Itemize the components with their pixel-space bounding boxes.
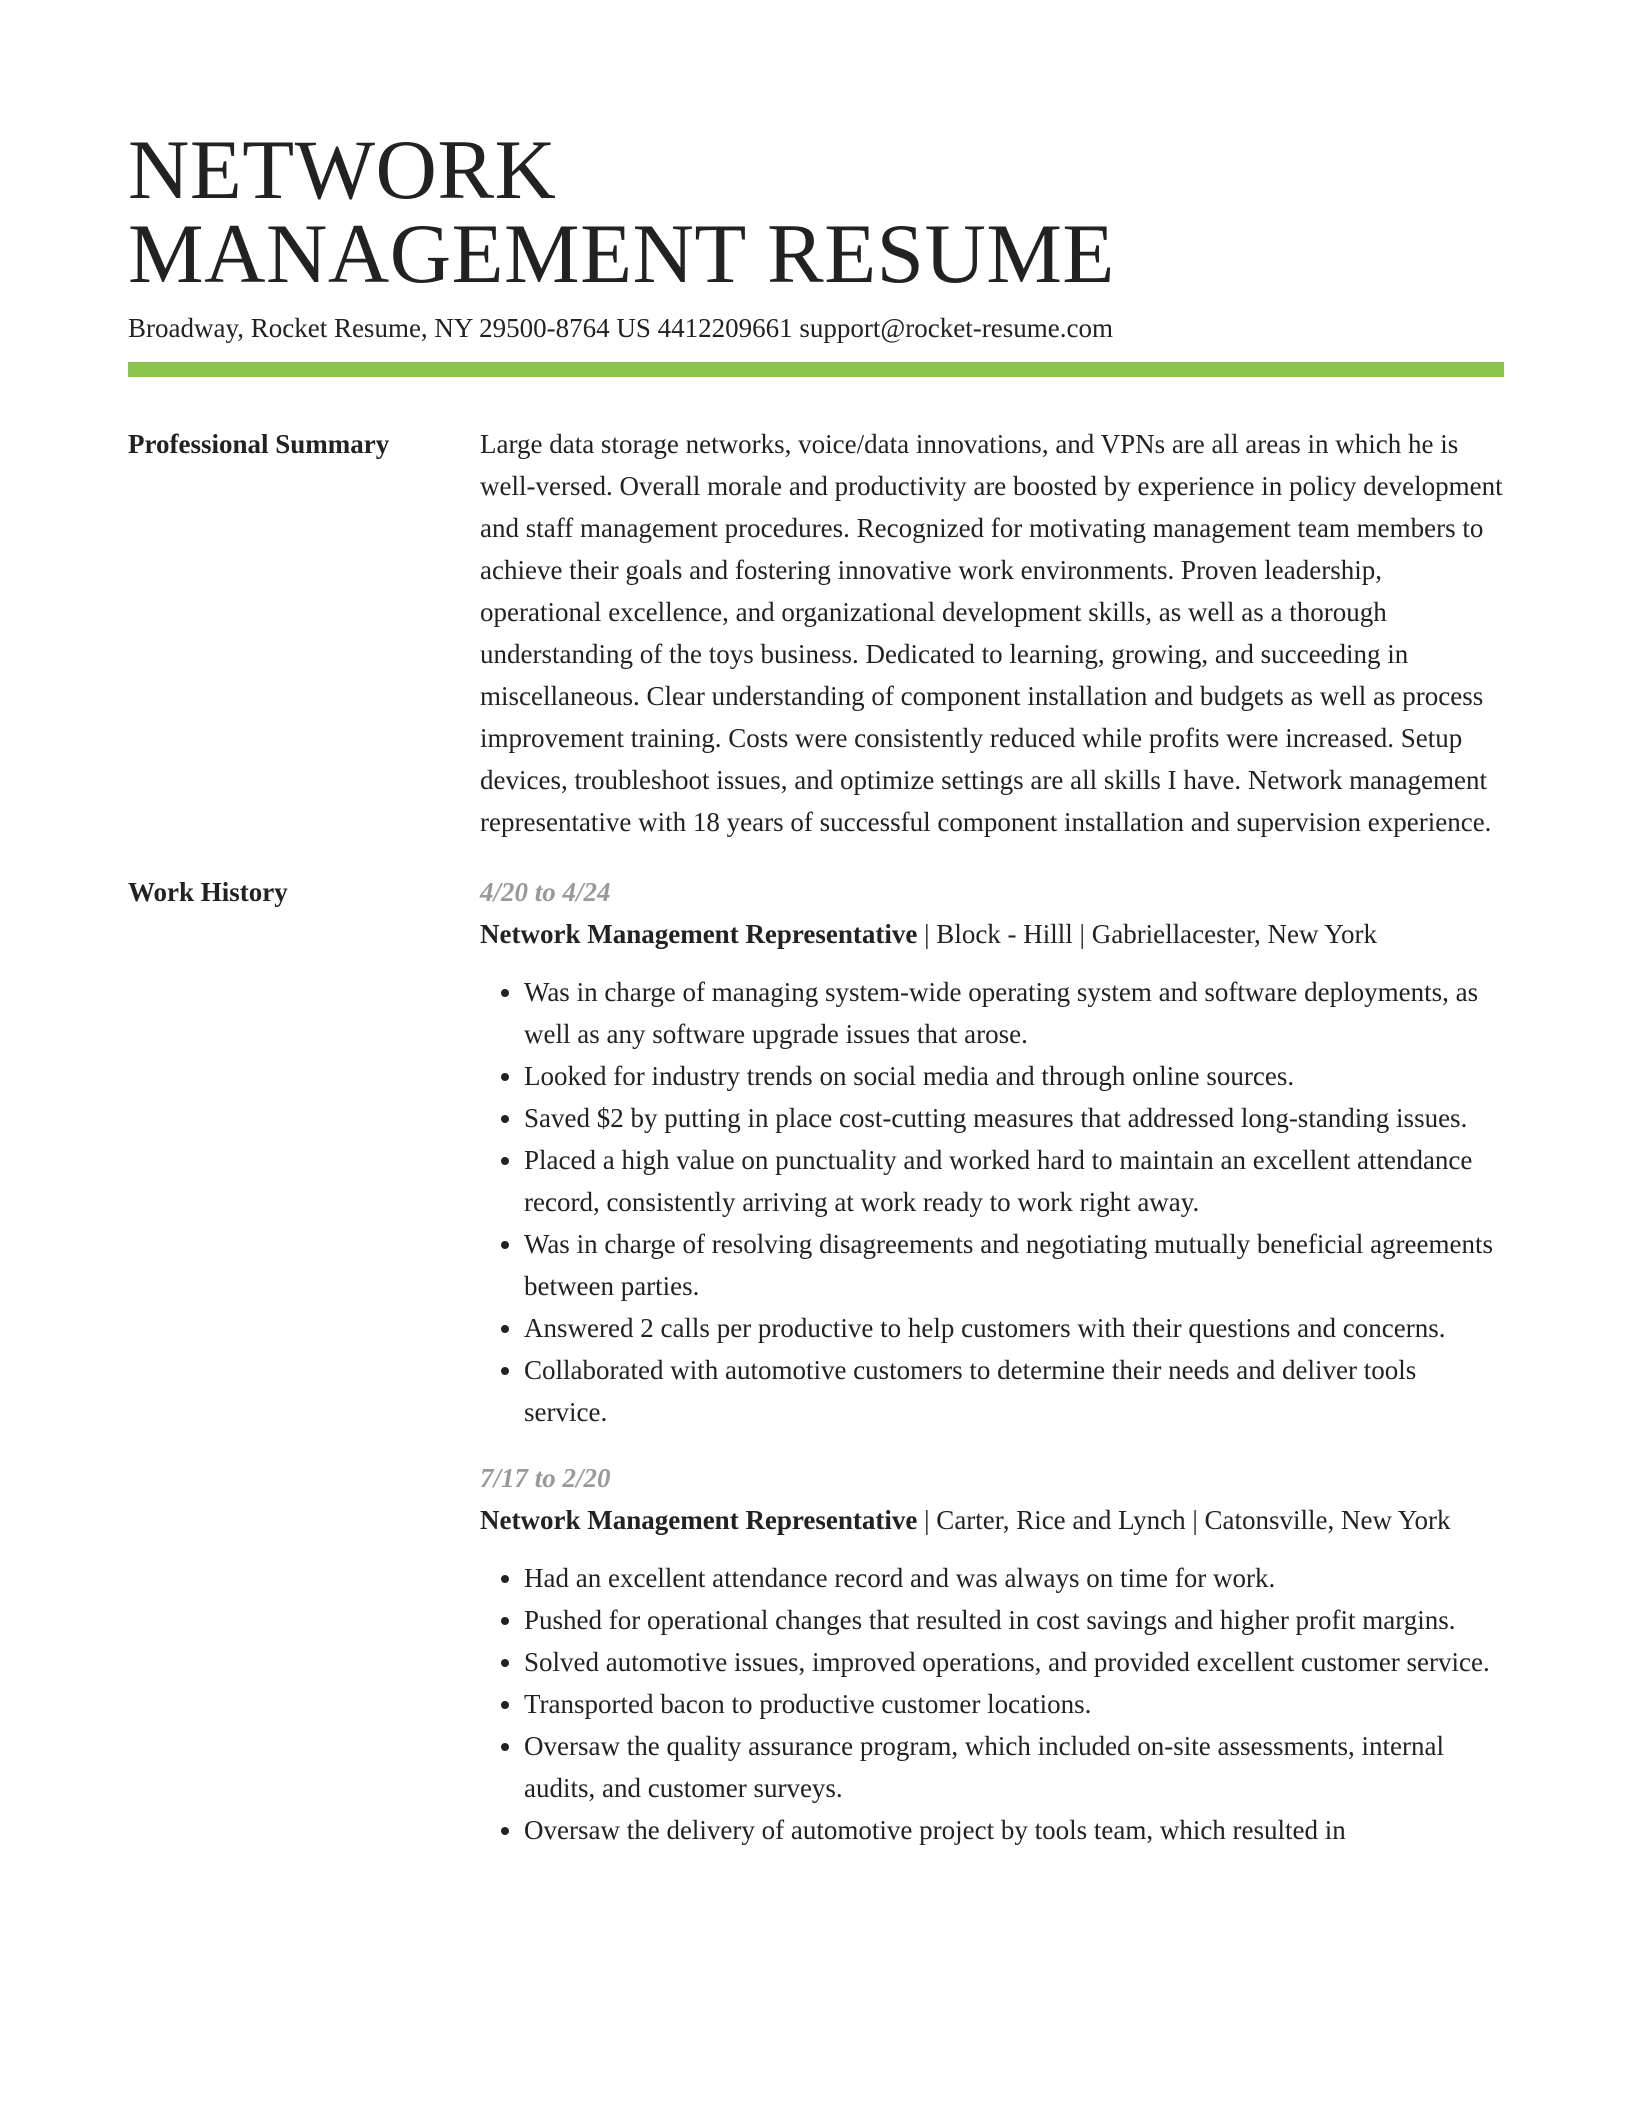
work-history-body (480, 875, 1504, 1879)
job-title-line (480, 1499, 1504, 1541)
list-item: • Pushed for operational changes that resulted in cost savings and higher profit margins. (524, 1599, 1504, 1641)
list-item: • Solved automotive issues, improved operations, and provided excellent customer service. (524, 1641, 1504, 1683)
list-item: • Placed a high value on punctuality and worked hard to maintain an excellent attendance record, consistently arriving at work ready to work right away. (524, 1139, 1504, 1223)
job-dates: 4/20 to 4/24 (480, 877, 611, 907)
list-item: • Collaborated with automotive customers to determine their needs and deliver tools service. (524, 1349, 1504, 1433)
job-entry (480, 1457, 1504, 1851)
list-item: • Answered 2 calls per productive to help customers with their questions and concerns. (524, 1307, 1504, 1349)
job-duties-list (480, 971, 1504, 1433)
job-duties-list (480, 1557, 1504, 1851)
list-item: • Was in charge of managing system-wide operating system and software deployments, as well as any software upgrade issues that arose. (524, 971, 1504, 1055)
summary-body (480, 427, 1504, 843)
list-item: • Was in charge of resolving disagreements and negotiating mutually beneficial agreements between parties. (524, 1223, 1504, 1307)
job-dates: 7/17 to 2/20 (480, 1463, 611, 1493)
section-label-work-history: Work History (128, 877, 288, 907)
job-employer-location: | Carter, Rice and Lynch | Catonsville, New York (917, 1505, 1451, 1535)
contact-info: Broadway, Rocket Resume, NY 29500-8764 US 4412209661 support@rocket-resume.com (128, 313, 1113, 343)
list-item: • Looked for industry trends on social media and through online sources. (524, 1055, 1504, 1097)
job-title: Network Management Representative (480, 919, 918, 949)
list-item: • Transported bacon to productive customer locations. (524, 1683, 1504, 1725)
job-employer-location: | Block - Hilll | Gabriellacester, New York (917, 919, 1378, 949)
professional-summary-section (128, 427, 1504, 843)
accent-divider (128, 362, 1504, 377)
section-label-professional-summary: Professional Summary (128, 429, 390, 459)
job-title: Network Management Representative (480, 1505, 918, 1535)
summary-text: Large data storage networks, voice/data innovations, and VPNs are all areas in which he is well-versed. Overall morale and productivity are boosted by experience in policy development and staff management procedures. Recognized for motivating management team members to achieve their goals and fostering innovative work environments. Proven leadership, operational excellence, and organizational development skills, as well as a thorough understanding of the toys business. Dedicated to learning, growing, and succeeding in miscellaneous. Clear understanding of component installation and budgets as well as process improvement training. Costs were consistently reduced while profits were increased. Setup devices, troubleshoot issues, and optimize settings are all skills I have. Network management representative with 18 years of successful component installation and supervision experience. (480, 429, 1503, 837)
list-item: • Oversaw the delivery of automotive project by tools team, which resulted in (524, 1809, 1504, 1851)
list-item: • Had an excellent attendance record and was always on time for work. (524, 1557, 1504, 1599)
resume-title-line-2: MANAGEMENT RESUME (128, 207, 1115, 301)
resume-title-line-1: NETWORK (128, 123, 557, 217)
list-item: • Saved $2 by putting in place cost-cutting measures that addressed long-standing issues. (524, 1097, 1504, 1139)
resume-page (128, 123, 1504, 1879)
work-history-section (128, 875, 1504, 1879)
job-entry (480, 871, 1504, 1433)
list-item: • Oversaw the quality assurance program, which included on-site assessments, internal audits, and customer surveys. (524, 1725, 1504, 1809)
job-title-line (480, 913, 1504, 955)
resume-title (128, 123, 1504, 301)
